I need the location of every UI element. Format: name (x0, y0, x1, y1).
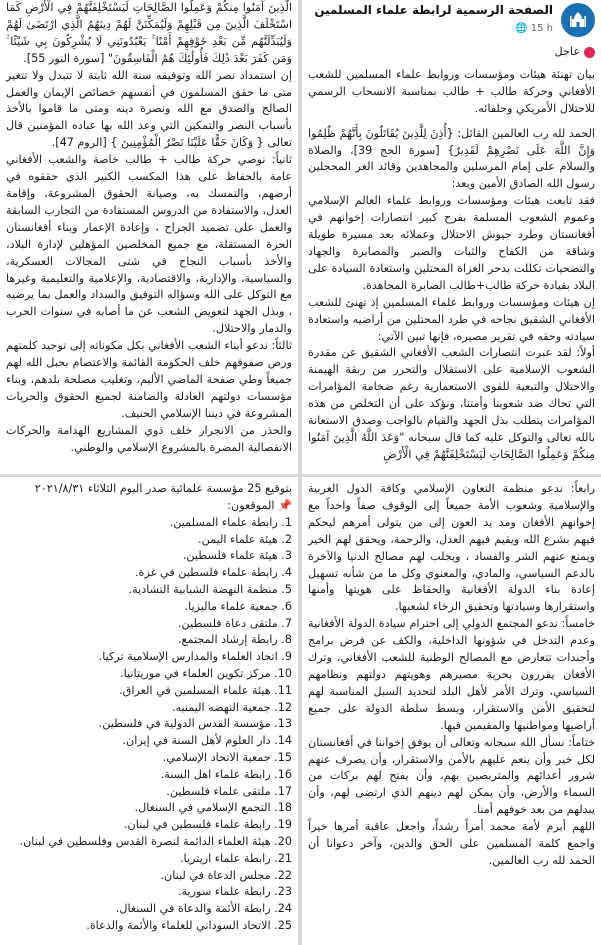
list-item: 20. هيئة العلماء الدائمة لنصرة القدس وفلسطين في لبنان. (19, 834, 292, 848)
post-body-1 (302, 44, 601, 464)
paragraph: إن هيئات ومؤسسات وروابط علماء المسلمين إذ تهنئ للشعب الأفغاني الشقيق نجاحه في طرد المحتلين من أراضيه واستعادة سيادته وحقه في تقرير مصيره، فإنها تبين الآتي: (308, 295, 595, 343)
list-item: 6. جمعية علماء ماليزيا. (184, 599, 292, 613)
panel-top-right (302, 0, 601, 474)
list-item: 19. رابطة علماء فلسطين في لبنان. (123, 818, 292, 832)
paragraph: ثالثاً: ندعو أبناء الشعب الأفغاني بكل مكوناته إلى توحيد كلمتهم ورص صفوفهم خلف الحكومة القائمة والاعتصام بحبل الله لهم جميعاً وطي صفحة الماضي الأليم، وتغليب مصلحة بلدهم، وبناء مؤسسات دولتهم العادلة والضامنة لجميع الحقوق والحريات المشروعة في ديننا الإسلامي الحنيف. (6, 339, 292, 420)
globe-icon: 🌐 (515, 23, 528, 34)
paragraph: اللهم أبرم لأمة محمد أمراً رشداً، واجعل عاقبة أمرها خيراً واجمع كلمة المسلمين على الحق والدين، وآخر دعوانا أن الحمد لله رب العالمين. (308, 820, 595, 867)
post-time-text: 15 h (530, 23, 553, 34)
page-name[interactable]: الصفحة الرسمية لرابطة علماء المسلمين (314, 3, 553, 18)
list-item: 9. اتحاد العلماء والمدارس الإسلامية تركيا. (98, 650, 292, 664)
paragraph: ختاماً: نسأل الله سبحانه وتعالى أن يوفق إخواننا في أفغانستان لكل خير وأن ينعم عليهم بالأمن والاستقرار، وأن يصرف عنهم شرور أعدائهم والمتربصين بهم، وأن يفتح لهم بركات من السماء والأرض، وأن يمكن لهم دينهم الذي ارتضى لهم، وأن يبدلهم من بعد خوفهم أمنا. (308, 735, 595, 817)
paragraph: الَّذِينَ آمَنُوا مِنكُمْ وَعَمِلُوا الصَّالِحَاتِ لَيَسْتَخْلِفَنَّهُمْ فِي الْأَرْضِ كَمَا اسْتَخْلَفَ الَّذِينَ مِن قَبْلِهِمْ وَلَيُمَكِّنَنَّ لَهُمْ دِينَهُمُ الَّذِي ارْتَضَىٰ لَهُمْ وَلَيُبَدِّلَنَّهُم مِّن بَعْدِ خَوْفِهِمْ أَمْنًا ۚ يَعْبُدُونَنِي لَا يُشْرِكُونَ بِي شَيْئًا ۚ وَمَن كَفَرَ بَعْدَ ذَٰلِكَ فَأُولَٰئِكَ هُمُ الْفَاسِقُونَ" [سورة النور 55]. (6, 1, 292, 65)
list-item: 3. هيئة علماء فلسطين. (182, 549, 292, 563)
list-item: 25. الاتحاد السوداني للعلماء والأئمة والدعاة. (86, 918, 292, 932)
post-body-2 (0, 0, 298, 456)
list-item: 11. هيئة علماء المسلمين في العراق. (119, 683, 292, 697)
paragraph: والحذر من الانجرار خلف ذوي المشاريع الهدامة والحركات الانفصالية المضرة بالمشروع الإسلامي والوطني. (6, 423, 292, 454)
list-item: 22. مجلس الدعاة في لبنان. (160, 868, 292, 882)
paragraph: أولاً: لقد عبرت انتصارات الشعب الأفغاني الشقيق عن مقدرة الشعوب الإسلامية على الاستقلال والتحرر من ربقة الهيمنة والاحتلال والتبعية للقوى الاستعمارية رغم ضخامة المؤامرات التي تحاك ضد شعوبنا وأمتنا، ونؤكد على أن التخلص من هذه المؤامرات يتطلب بذل الجهد والقيام بالواجب وصدق الاستعانة بالله تعالى والتوكل عليه كما قال سبحانه "وَعَدَ اللَّهُ الَّذِينَ آمَنُوا مِنكُمْ وَعَمِلُوا الصَّالِحَاتِ لَيَسْتَخْلِفَنَّهُمْ فِي الْأَرْضِ (308, 346, 595, 461)
page-avatar[interactable] (561, 3, 595, 37)
post-body-3 (302, 477, 601, 870)
list-item: 10. مركز تكوين العلماء في موريتانيا. (120, 666, 292, 680)
list-item: 8. رابطة إرشاد المجتمع. (178, 633, 292, 647)
list-item: 4. رابطة علماء فلسطين في غزة. (135, 566, 292, 580)
paragraph: ثانياً: نوصي حركة طالب + طالب خاصة والشعب الأفغاني عامة بالحفاظ على هذا المكسب الكبير الذي حققوه في أرضهم، والتمسك به، وصيانة الحقوق المشروعة، وإقامة العدل، والاستفادة من الدروس المستفادة من التجارب السابقة والعمل على تضميد الجراح ، وإعادة الإعمار وبناء أفغانستان الحرة المستقلة، مع جميع المخلصين المؤهلين لإدارة البلاد، والأخذ بأسباب النجاح في شتى المجالات العسكرية، والسياسية، والإدارية، والاقتصادية، والإعلامية والتعليمية وغيرها مع التوكل على الله وسؤاله التوفيق والسداد والعمل بما يرضيه ، وبذل الجهد لتعويض الشعب عن ما أصابه في سنوات الحرب والدمار والاحتلال. (6, 153, 292, 336)
paragraph: الحمد لله رب العالمين القائل: {أُذِنَ لِلَّذِينَ يُقَاتَلُونَ بِأَنَّهُمْ ظُلِمُوا وَإِنَّ اللَّهَ عَلَى نَصْرِهِمْ لَقَدِيرٌ} [سورة الحج 39]، والصلاة والسلام على إمام المرسلين والمجاهدين وقائد الغر المحجلين رسول الله الصادق الأمين وبعد: (308, 126, 595, 191)
urgent-line (308, 44, 595, 61)
list-item: 13. مؤسسة القدس الدولية في فلسطين. (98, 717, 292, 731)
list-item: 21. رابطة علماء اريتريا. (179, 851, 292, 865)
list-item: 1. رابطة علماء المسلمين. (169, 515, 292, 529)
signatories-list (6, 515, 292, 935)
post-time[interactable] (314, 21, 553, 38)
paragraph: إن استمداد نصر الله وتوفيقه سنة الله ثابتة لا تتبدل ولا تتغير متى ما حقق المسلمون في أنفسهم خصائص الإيمان والعمل الصالح والصدق مع الله ونصرة دينه ومتى ما قاموا بالأخذ بأسباب النصر والتمكين التي وعد الله بها عباده المؤمنين قال تعالى { وَكَانَ حَقًّا عَلَيْنَا نَصْرُ الْمُؤْمِنِينَ } [الروم 47]. (6, 68, 292, 150)
paragraph: فقد تابعت هيئات ومؤسسات وروابط علماء العالم الإسلامي وعموم الشعوب المسلمة بفرح كبير انتصارات إخوانهم في أفغانستان وطرد جيوش الاحتلال وعملائه بعد مسيرة طويلة وشاقة من الكفاح والثبات والصبر والمصابرة والجهاد والتضحيات تكللت بدحر الغزاة المحتلين واستعادة السيادة على البلاد بقيادة حركة طالب+طالب الصابرة المجاهدة. (308, 194, 595, 292)
list-item: 14. دار العلوم لأهل السنة في إيران. (122, 734, 292, 748)
mosque-logo-icon (566, 8, 590, 32)
list-item: 24. رابطة الأئمة والدعاة في السنغال. (115, 902, 292, 916)
list-item: 15. جمعية الاتحاد الإسلامي. (162, 750, 292, 764)
statement-title: بيان تهنئة هيئات ومؤسسات وروابط علماء المسلمين للشعب الأفغاني وحركة طالب + طالب بمناسبة الانسحاب الرسمي للاحتلال الأمريكي وحلفائه. (308, 67, 595, 115)
paragraph: رابعاً: ندعو منظمة التعاون الإسلامي وكافة الدول العربية والإسلامية وشعوب الأمة جميعاً إلى الوقوف صفاً واحداً مع إخوانهم الأفغان ومد يد العون إلى من يتولى أمرهم ليحكم فيهم بشرع الله ويقيم فيهم العدل، والرحمة، ويحقق لهم الخير ويمنع عنهم الشر والفساد ، ويجلب لهم مصالح الدنيا والآخرة بالدعم السياسي، والمادي، والمعنوي وكل ما من شأنه تسهيل إعادة بناء الدولة الأفغانية والحفاظ على هويتها وأمنها واستقرارها وسيادتها وتحقيق الرخاء لشعبها. (308, 482, 595, 614)
signatories-heading (6, 498, 292, 515)
post-header (302, 0, 601, 40)
signatories-block (0, 477, 298, 935)
panel-bottom-left (0, 477, 298, 945)
list-item: 7. ملتقى دعاة فلسطين. (178, 616, 292, 630)
signing-line: بتوقيع 25 مؤسسة علمائية صدر اليوم الثلاثاء ٢٠٢١/٨/٣١ (34, 482, 292, 495)
list-item: 5. منظمة النهضة الشبابية التشادية. (128, 583, 292, 596)
list-item: 18. التجمع الإسلامي في السنغال. (134, 801, 292, 815)
list-item: 12. جمعية النهضه اليمنيه. (171, 700, 292, 714)
paragraph: خامساً: ندعو المجتمع الدولي إلى احترام سيادة الدولة الأفغانية وعدم التدخل في شؤونها الداخلية، والكف عن فرض برامج وأجندات تتعارض مع المصالح الوطنية للشعب الأفغاني، وترك الأفغان يقررون بحرية مصيرهم وهويتهم دولتهم ونظامهم السياسي، وترك الأمر لأهل البلد لتحديد السبل المناسبة لهم لتحقيق الأمن والاستقرار، وبسط سلطة الدولة على جميع أراضيها ومواطنيها والمقيمين فيها. (308, 617, 595, 732)
list-item: 17. ملتقى علماء فلسطين. (166, 784, 292, 798)
red-circle-icon (584, 47, 595, 58)
list-item: 16. رابطة علماء اهل السنة. (160, 767, 292, 781)
signatories-label: الموقعون: (227, 498, 275, 512)
list-item: 2. هيئة علماء اليمن. (198, 532, 292, 546)
pushpin-icon: 📌 (278, 498, 292, 512)
panel-top-left (0, 0, 298, 474)
post-meta (314, 2, 553, 38)
list-item: 23. رابطة علماء سورية. (177, 885, 292, 899)
panel-bottom-right (302, 477, 601, 945)
urgent-label: عاجل (554, 45, 580, 58)
